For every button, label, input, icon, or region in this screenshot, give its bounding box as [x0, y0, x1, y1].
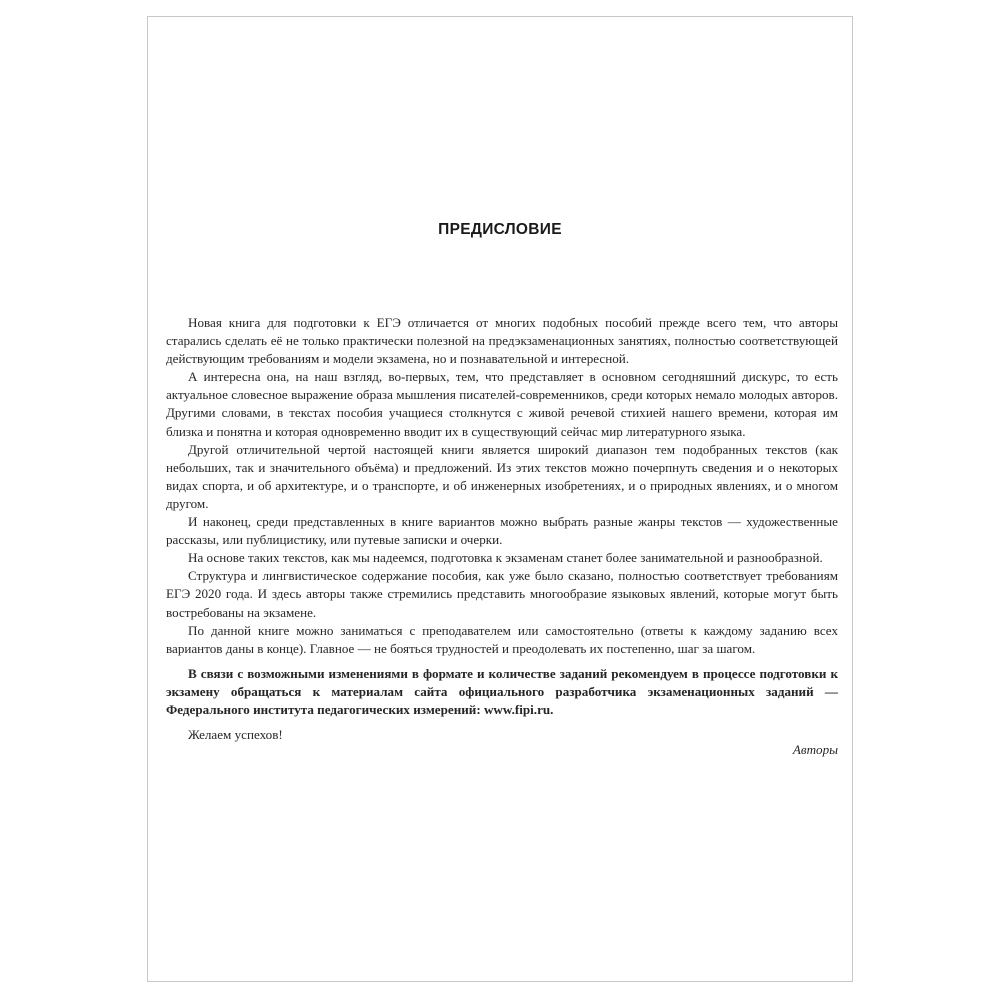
page-title: ПРЕДИСЛОВИЕ [438, 221, 562, 238]
paragraph: А интересна она, на наш взгляд, во-первых, тем, что представляет в основном сегодняшний дискурс, то есть актуальное словесное выражение образа мышления писателей-современников, среди которых немало молодых авторов. Другими словами, в текстах пособия учащиеся столкнутся с живой речевой стихией нашего времени, которая им близка и понятна и которая одновременно вводит их в существующий сейчас мир литературного языка. [166, 369, 838, 439]
paragraph: На основе таких текстов, как мы надеемся, подготовка к экзаменам станет более занимательной и разнообразной. [188, 550, 823, 566]
paragraph: По данной книге можно заниматься с преподавателем или самостоятельно (ответы к каждому заданию всех вариантов даны в конце). Главное — не бояться трудностей и преодолевать их постепенно, шаг за шагом. [166, 622, 838, 656]
preface-text [166, 314, 838, 759]
notice-paragraph: В связи с возможными изменениями в формате и количестве заданий рекомендуем в процессе подготовки к экзамену обращаться к материалам сайта официального разработчика экзаменационных заданий — Федерального института педагогических измерений: www.fipi.ru. [166, 665, 838, 717]
signature: Авторы [792, 742, 838, 758]
paragraph: Структура и лингвистическое содержание пособия, как уже было сказано, полностью соответствует требованиям ЕГЭ 2020 года. И здесь авторы также стремились представить многообразие языковых явлений, которые могут быть востребованы на экзамене. [166, 568, 838, 620]
closing-wish: Желаем успехов! [188, 727, 283, 743]
paragraph: Другой отличительной чертой настоящей книги является широкий диапазон тем подобранных текстов (как небольших, так и значительного объёма) и предложений. Из этих текстов можно почерпнуть сведения и о некоторых видах спорта, и об архитектуре, и о транспорте, и об инженерных изобретениях, и о природных явлениях, и о многом другом. [166, 441, 838, 511]
paragraph: И наконец, среди представленных в книге вариантов можно выбрать разные жанры текстов — художественные рассказы, или публицистику, или путевые записки и очерки. [166, 514, 838, 548]
book-page [147, 16, 853, 982]
paragraph: Новая книга для подготовки к ЕГЭ отличается от многих подобных пособий прежде всего тем, что авторы старались сделать её не только практически полезной на предэкзаменационных занятиях, полностью соответствующей действующим требованиям и модели экзамена, но и познавательной и интересной. [166, 315, 838, 367]
